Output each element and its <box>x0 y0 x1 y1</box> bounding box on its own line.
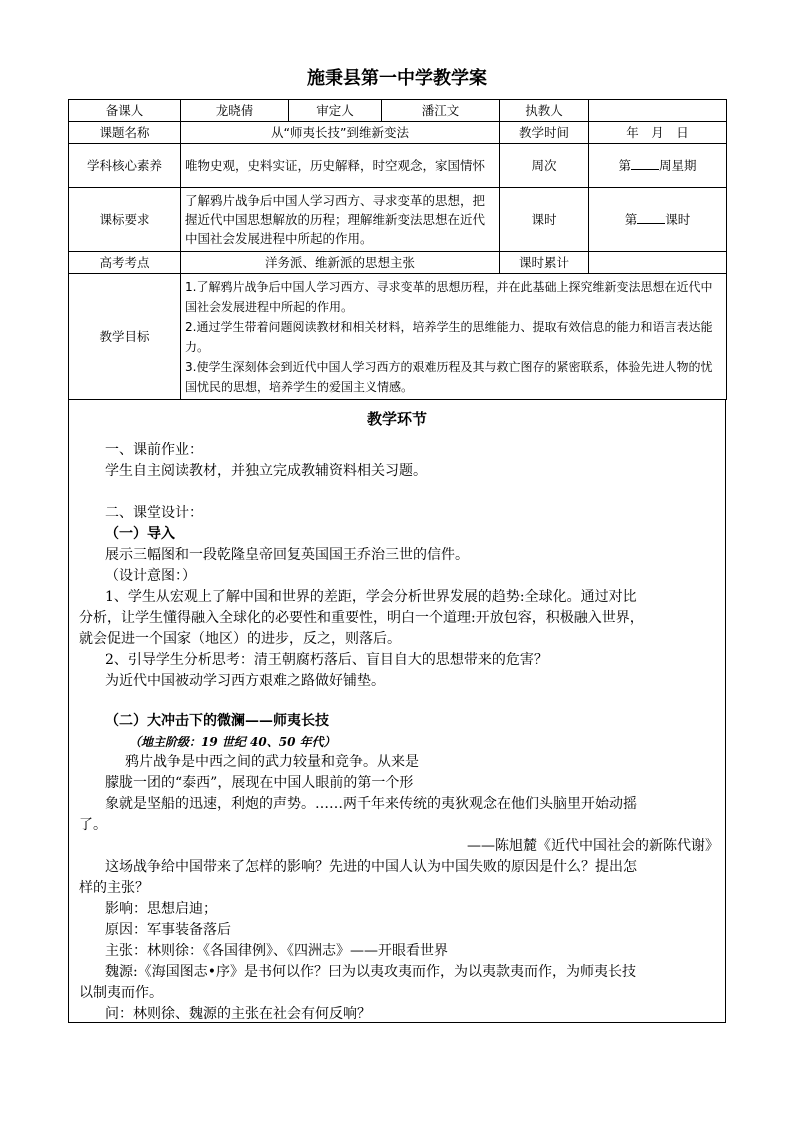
value-week <box>589 144 727 188</box>
teaching-goal-item: 2.通过学生带着问题阅读教材和相关材料，培养学生的思维能力、提取有效信息的能力和语言表达能力。 <box>185 319 713 354</box>
text-line: 2、引导学生分析思考：清王朝腐朽落后、盲目自大的思想带来的危害？ <box>105 652 548 668</box>
text-line: 这场战争给中国带来了怎样的影响？先进的中国人认为中国失败的原因是什么？提出怎 <box>105 859 637 875</box>
value-curriculum-req: 了解鸦片战争后中国人学习西方、寻求变革的思想，把握近代中国思想解放的历程；理解维新变法思想在近代中国社会发展进程中所起的作用。 <box>181 188 500 252</box>
period-prefix: 第 <box>624 212 638 227</box>
label-teaching-time: 教学时间 <box>500 122 589 144</box>
text-line: 分析，让学生懂得融入全球化的必要性和重要性，明白一个道理:开放包容，积极融入世界， <box>79 610 644 626</box>
text-line: 二、课堂设计： <box>105 505 203 521</box>
teaching-process-heading: 教学环节 <box>366 410 427 428</box>
subsection-heading: （一）导入 <box>105 526 175 542</box>
teaching-goal-item: 1.了解鸦片战争后中国人学习西方、寻求变革的思想历程，并在此基础上探究维新变法思想在近代中国社会发展进程中所起的作用。 <box>185 279 713 314</box>
text-line: （设计意图：） <box>105 568 196 584</box>
quote-source: ——陈旭麓《近代中国社会的新陈代谢》 <box>467 838 719 854</box>
value-period-total <box>589 252 727 274</box>
week-blank <box>631 157 659 170</box>
value-reviewer: 潘江文 <box>382 100 500 122</box>
text-line: 展示三幅图和一段乾隆皇帝回复英国国王乔治三世的信件。 <box>105 547 469 563</box>
text-line: 以制夷而作。 <box>79 985 163 1001</box>
text-line: 样的主张？ <box>79 880 149 896</box>
quote-line: 象就是坚船的迅速，利炮的声势。……两千年来传统的夷狄观念在他们头脑里开始动摇 <box>105 796 637 812</box>
label-exam-points: 高考考点 <box>69 252 181 274</box>
label-teacher: 执教人 <box>500 100 589 122</box>
text-line: 魏源:《海国图志•序》是书何以作？曰为以夷攻夷而作，为以夷款夷而作，为师夷长技 <box>105 964 636 980</box>
quote-line: 了。 <box>79 817 107 833</box>
label-reviewer: 审定人 <box>289 100 382 122</box>
label-topic: 课题名称 <box>69 122 181 144</box>
value-topic: 从“师夷长技”到维新变法 <box>181 122 500 144</box>
lesson-info-table <box>68 99 727 400</box>
label-core-literacy: 学科核心素养 <box>69 144 181 188</box>
text-line: 学生自主阅读教材，并独立完成教辅资料相关习题。 <box>105 463 427 479</box>
week-prefix: 第 <box>618 158 631 173</box>
label-period: 课时 <box>500 188 589 252</box>
page-title: 施秉县第一中学教学案 <box>307 68 487 89</box>
text-line: 影响：思想启迪； <box>105 901 217 917</box>
label-teaching-goals: 教学目标 <box>69 274 181 400</box>
teaching-process-box <box>68 399 726 1023</box>
label-preparer: 备课人 <box>69 100 181 122</box>
label-curriculum-req: 课标要求 <box>69 188 181 252</box>
period-blank <box>637 211 665 224</box>
subsection-heading: （二）大冲击下的微澜——师夷长技 <box>105 713 329 729</box>
text-line: 1、学生从宏观上了解中国和世界的差距，学会分析世界发展的趋势:全球化。通过对比 <box>105 589 637 605</box>
teaching-goal-item: 3.使学生深刻体会到近代中国人学习西方的艰难历程及其与救亡图存的紧密联系，体验先进人物的忧国忧民的思想，培养学生的爱国主义情感。 <box>185 359 713 394</box>
period-suffix: 课时 <box>665 212 691 227</box>
quote-line: 朦胧一团的“泰西”，展现在中国人眼前的第一个形 <box>105 775 414 791</box>
label-week: 周次 <box>500 144 589 188</box>
value-teaching-time: 年 月 日 <box>589 122 727 144</box>
text-line: 问：林则徐、魏源的主张在社会有何反响？ <box>105 1006 371 1022</box>
text-line: 原因：军事装备落后 <box>105 922 231 938</box>
text-line: 一、课前作业： <box>105 442 203 458</box>
value-period <box>589 188 727 252</box>
text-line: 就会促进一个国家（地区）的进步，反之，则落后。 <box>79 631 401 647</box>
value-core-literacy: 唯物史观，史料实证，历史解释，时空观念，家国情怀 <box>181 144 500 188</box>
period-note: （地主阶级：19 世纪 40、50 年代） <box>129 735 336 749</box>
value-preparer: 龙晓倩 <box>181 100 289 122</box>
value-exam-points: 洋务派、维新派的思想主张 <box>181 252 500 274</box>
week-suffix: 周星期 <box>659 158 697 173</box>
teaching-goals-list <box>181 274 727 400</box>
quote-line: 鸦片战争是中西之间的武力较量和竞争。从来是 <box>125 754 419 770</box>
value-teacher <box>589 100 727 122</box>
label-period-total: 课时累计 <box>500 252 589 274</box>
text-line: 为近代中国被动学习西方艰难之路做好铺垫。 <box>105 673 385 689</box>
text-line: 主张：林则徐：《各国律例》、《四洲志》——开眼看世界 <box>105 943 448 959</box>
